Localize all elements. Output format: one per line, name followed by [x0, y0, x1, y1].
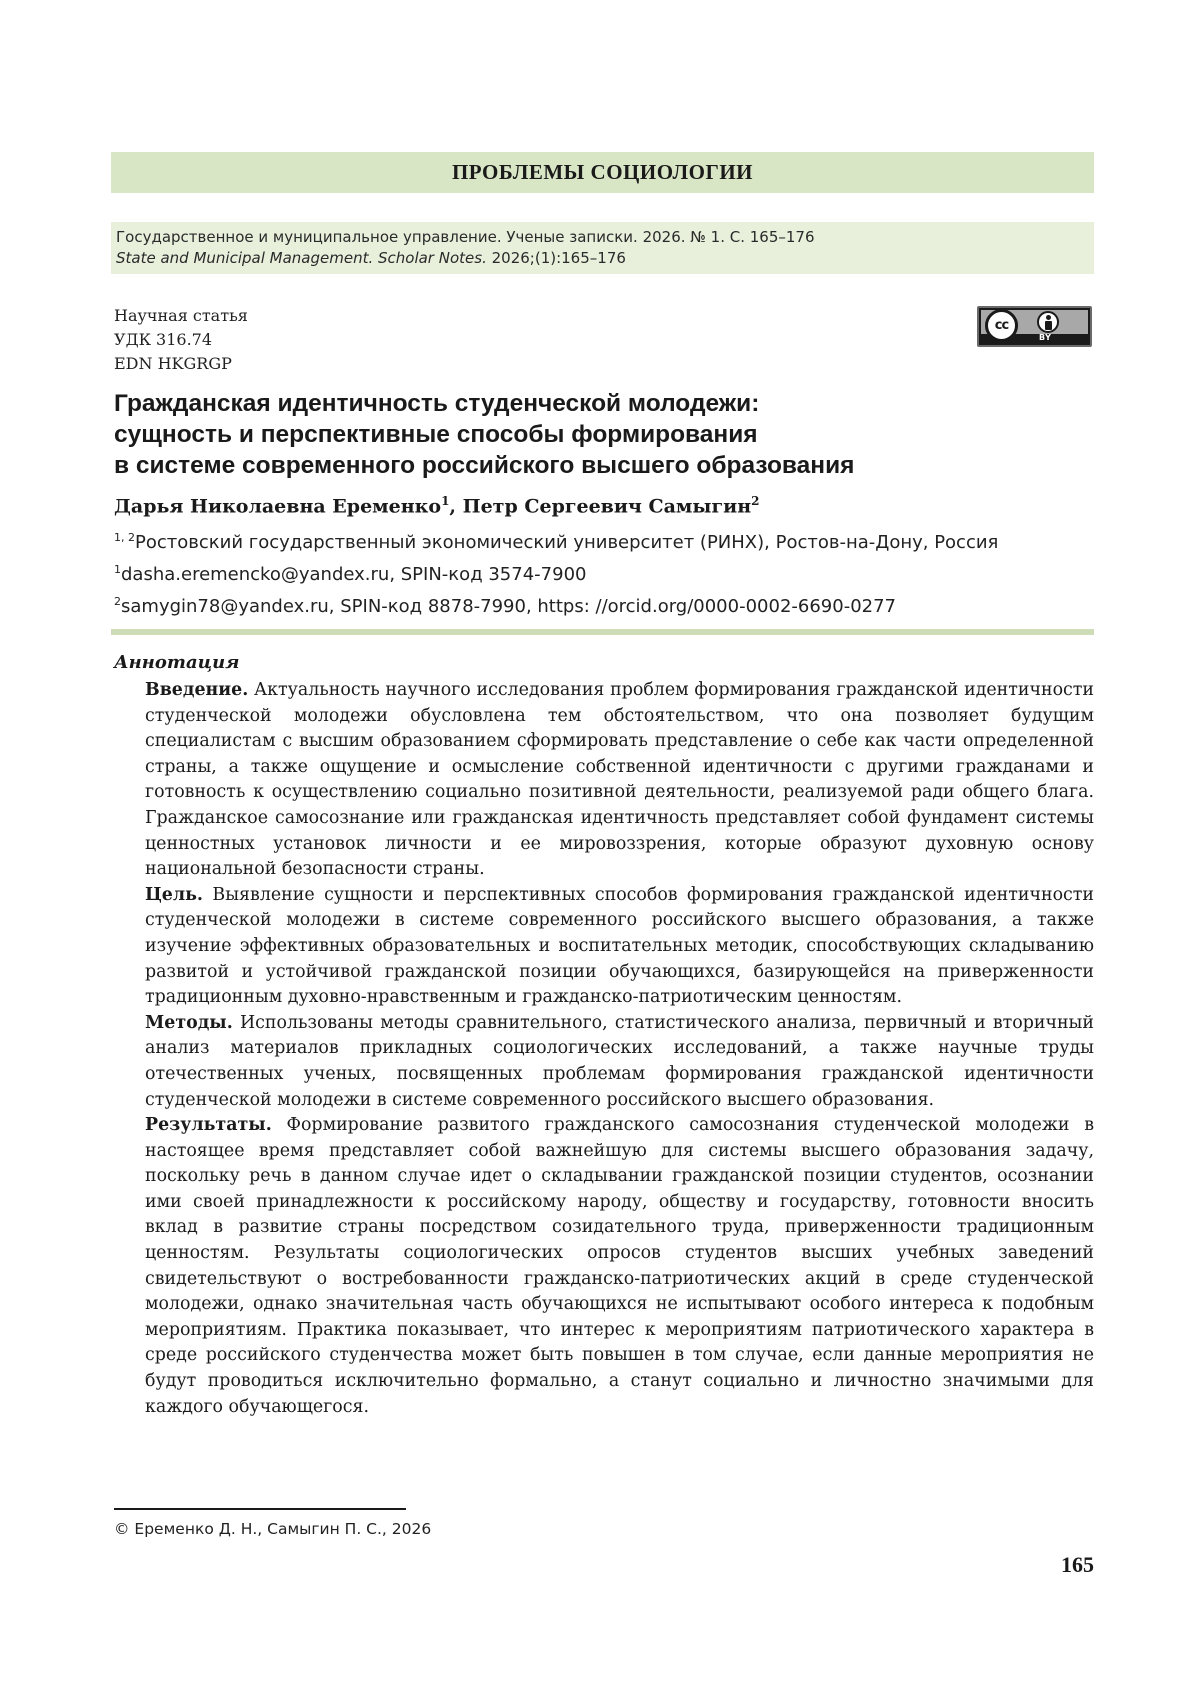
abstract-heading: Цель.	[145, 884, 203, 905]
author-contact-1	[114, 563, 1104, 585]
affiliation-mark: 1, 2	[114, 531, 135, 544]
abstract-heading: Введение.	[145, 680, 249, 700]
author-name: Петр Сергеевич Самыгин	[462, 495, 752, 518]
author-name: Дарья Николаевна Еременко	[114, 495, 442, 518]
abstract-text: Использованы методы сравнительного, статистического анализа, первичный и вторичный анализ материалов прикладных социологических исследований, а также научные труды отечественных ученых, посвященных проблемам формирования гражданской идентичности студенческой молодежи в системе современного российского высшего образования.	[145, 1012, 1094, 1110]
cc-by-license-icon[interactable]	[977, 306, 1092, 347]
footnote-divider	[114, 1508, 406, 1510]
article-type: Научная статья	[114, 306, 248, 325]
author-contact-2	[114, 595, 1104, 617]
section-divider	[111, 629, 1094, 635]
author-affiliation-mark: 2	[751, 494, 760, 508]
journal-citation-en	[116, 248, 1090, 269]
affiliation	[114, 531, 1104, 553]
attribution-person-icon	[1037, 311, 1059, 333]
copyright-notice: © Еременко Д. Н., Самыгин П. С., 2026	[114, 1520, 432, 1538]
section-header	[111, 152, 1094, 193]
abstract-paragraph-goal	[145, 883, 1094, 1011]
article-meta	[114, 304, 248, 376]
abstract-text: Формирование развитого гражданского самосознания студенческой молодежи в настоящее время представляет собой важнейшую для системы высшего образования задачу, поскольку речь в данном случае идет о складывании гражданской позиции студентов, осознании ими своей принадлежности к российскому народу, обществу и государству, готовности вносить вклад в развитие страны посредством созидательного труда, приверженности традиционным ценностям. Результаты социологических опросов студентов высших учебных заведений свидетельствуют о востребованности гражданско-патриотических акций в среде студенческой молодежи, однако значительная часть обучающихся не испытывают особого интереса к подобным мероприятиям. Практика показывает, что интерес к мероприятиям патриотического характера в среде российского студенчества может быть повышен в том случае, если данные мероприятия не будут проводиться исключительно формально, а станут социально и личностно значимыми для каждого обучающегося.	[145, 1115, 1094, 1417]
article-title-line: Гражданская идентичность студенческой молодежи:	[114, 390, 760, 417]
authors-separator: ,	[449, 495, 463, 518]
license-by-label: BY	[1039, 333, 1052, 342]
article-title	[114, 388, 1094, 481]
contact-mark: 2	[114, 595, 121, 608]
authors-line	[114, 494, 759, 517]
affiliation-text: Ростовский государственный экономический университет (РИНХ), Ростов-на-Дону, Россия	[135, 532, 999, 553]
creative-commons-icon: cc	[985, 309, 1018, 342]
author-affiliation-mark: 1	[441, 494, 450, 508]
journal-title-en: State and Municipal Management. Scholar Notes.	[116, 249, 487, 267]
abstract-label: Аннотация	[114, 652, 240, 673]
journal-ref-en: 2026;(1):165–176	[486, 249, 626, 267]
section-title: ПРОБЛЕМЫ СОЦИОЛОГИИ	[451, 160, 754, 184]
contact-mark: 1	[114, 563, 121, 576]
abstract-paragraph-introduction	[145, 678, 1094, 883]
contact-text: dasha.eremencko@yandex.ru, SPIN-код 3574-7900	[121, 564, 587, 585]
edn-code: EDN HKGRGP	[114, 354, 232, 373]
contact-text: samygin78@yandex.ru, SPIN-код 8878-7990, https: //orcid.org/0000-0002-6690-0277	[121, 596, 897, 617]
abstract-body	[145, 678, 1094, 1420]
abstract-heading: Результаты.	[145, 1115, 272, 1136]
journal-citation	[111, 222, 1094, 274]
abstract-paragraph-results	[145, 1113, 1094, 1420]
journal-citation-ru: Государственное и муниципальное управление. Ученые записки. 2026. № 1. С. 165–176	[116, 228, 815, 246]
article-title-line: сущность и перспективные способы формирования	[114, 421, 758, 448]
abstract-text: Выявление сущности и перспективных способов формирования гражданской идентичности студенческой молодежи в системе современного российского высшего образования, а также изучение эффективных образовательных и воспитательных методик, способствующих складыванию развитой и устойчивой гражданской позиции обучающихся, базирующейся на приверженности традиционным духовно-нравственным и гражданско-патриотическим ценностям.	[145, 884, 1094, 1008]
udk-code: УДК 316.74	[114, 330, 213, 349]
abstract-paragraph-methods	[145, 1011, 1094, 1113]
page-number: 165	[1061, 1552, 1094, 1577]
article-title-line: в системе современного российского высшего образования	[114, 452, 855, 479]
abstract-heading: Методы.	[145, 1012, 233, 1033]
abstract-text: Актуальность научного исследования проблем формирования гражданской идентичности студенческой молодежи обусловлена тем обстоятельством, что она позволяет будущим специалистам с высшим образованием сформировать представление о себе как части определенной страны, а также ощущение и осмысление собственной идентичности с другими гражданами и готовность к осуществлению социально позитивной деятельности, реализуемой ради общего блага. Гражданское самосознание или гражданская идентичность представляет собой фундамент системы ценностных установок личности и ее мировоззрения, которые образуют духовную основу национальной безопасности страны.	[145, 680, 1094, 880]
